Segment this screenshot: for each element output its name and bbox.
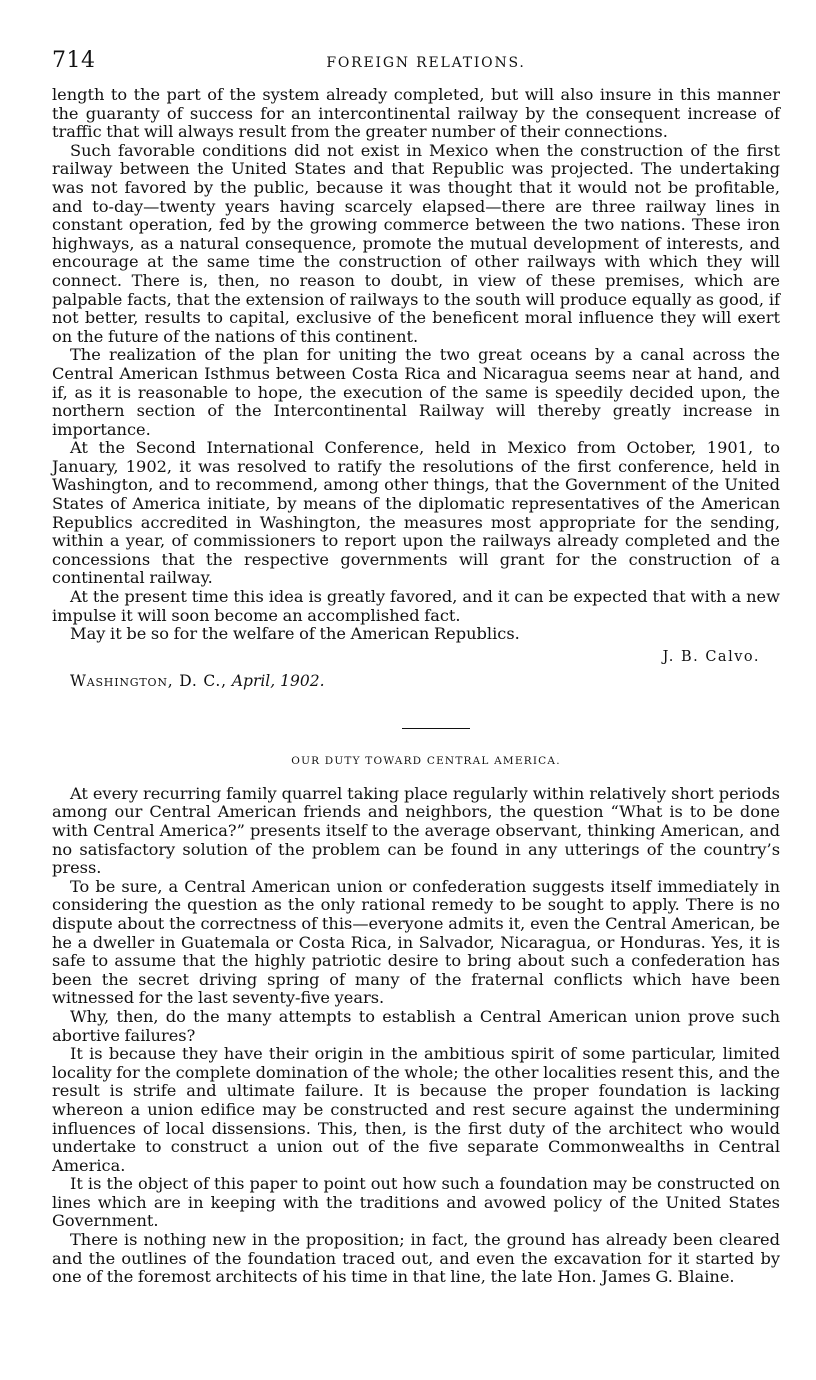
paragraph: At the Second International Conference, held in Mexico from October, 1901, to January, 1902, it was resolved to ratify the resolutions of the first conference, held in Washington, and to recommend, among other things, that the Government of the United States of America initiate, by means of the diplomatic representatives of the American Republics accredited in Washington, the measures most appropriate for the sending, within a year, of commissioners to report upon the railways already completed and the concessions that the respective governments will grant for the construction of a continental railway. [52, 438, 780, 588]
paragraph: There is nothing new in the proposition; in fact, the ground has already been cleared and the outlines of the foundation traced out, and even the excavation for it started by one of the foremost architects of his time in that line, the late Hon. James G. Blaine. [52, 1230, 780, 1287]
paragraph: Such favorable conditions did not exist in Mexico when the construction of the first railway between the United States and that Republic was projected. The undertaking was not favored by the public, because it was thought that it would not be profitable, and to-day—twenty years having scarcely elapsed—there are three railway lines in constant operation, fed by the growing commerce between the two nations. These iron highways, as a natural consequence, promote the mutual development of interests, and encourage at the same time the construction of other railways with which they will connect. There is, then, no reason to doubt, in view of these premises, which are palpable facts, that the extension of railways to the south will produce equally as good, if not better, results to capital, exclusive of the beneficent moral influence they will exert on the future of the nations of this continent. [52, 140, 780, 346]
dateline [70, 672, 780, 690]
dateline-date: April, 1902. [231, 671, 325, 690]
author-signature: J. B. Calvo. [662, 648, 760, 665]
paragraph: Why, then, do the many attempts to establish a Central American union prove such abortive failures? [52, 1006, 780, 1045]
dateline-place: Washington, D. C., [70, 671, 227, 690]
page-header [52, 48, 780, 80]
paragraph: It is because they have their origin in the ambitious spirit of some particular, limited locality for the complete domination of the whole; the other localities resent this, and the result is strife and ultimate failure. It is because the proper foundation is lacking whereon a union edifice may be constructed and rest secure against the undermining influences of local dissensions. This, then, is the first duty of the architect who would undertake to construct a union out of the five separate Commonwealths in Central America. [52, 1044, 780, 1175]
article-title: OUR DUTY TOWARD CENTRAL AMERICA. [291, 754, 561, 767]
paragraph: length to the part of the system already completed, but will also insure in this manner the guaranty of success for an intercontinental railway by the consequent increase of traffic that will always result from the greater number of their connections. [52, 85, 780, 142]
running-title: FOREIGN RELATIONS. [326, 55, 526, 71]
paragraph: At the present time this idea is greatly favored, and it can be expected that with a new impulse it will soon become an accomplished fact. [52, 587, 780, 625]
paragraph: May it be so for the welfare of the American Republics. [70, 624, 520, 644]
second-article [52, 785, 780, 1287]
first-article [52, 86, 780, 690]
paragraph: It is the object of this paper to point out how such a foundation may be constructed on lines which are in keeping with the traditions and avowed policy of the United States Government. [52, 1174, 780, 1231]
paragraph: At every recurring family quarrel taking place regularly within relatively short periods among our Central American friends and neighbors, the question “What is to be done with Central America?” presents itself to the average observant, thinking American, and no satisfactory solution of the problem can be found in any utterings of the country’s press. [52, 783, 780, 878]
paragraph: The realization of the plan for uniting the two great oceans by a canal across the Central American Isthmus between Costa Rica and Nicaragua seems near at hand, and if, as it is reasonable to hope, the execution of the same is speedily decided upon, the northern section of the Intercontinental Railway will thereby greatly increase in importance. [52, 345, 780, 439]
page-number: 714 [52, 48, 96, 73]
section-divider [402, 728, 470, 729]
document-page [52, 48, 780, 1287]
paragraph: To be sure, a Central American union or confederation suggests itself immediately in considering the question as the only rational remedy to be sought to apply. There is no dispute about the correctness of this—everyone admits it, even the Central American, be he a dweller in Guatemala or Costa Rica, in Salvador, Nicaragua, or Honduras. Yes, it is safe to assume that the highly patriotic desire to bring about such a confederation has been the secret driving spring of many of the fraternal conflicts which have been witnessed for the last seventy-five years. [52, 876, 780, 1008]
